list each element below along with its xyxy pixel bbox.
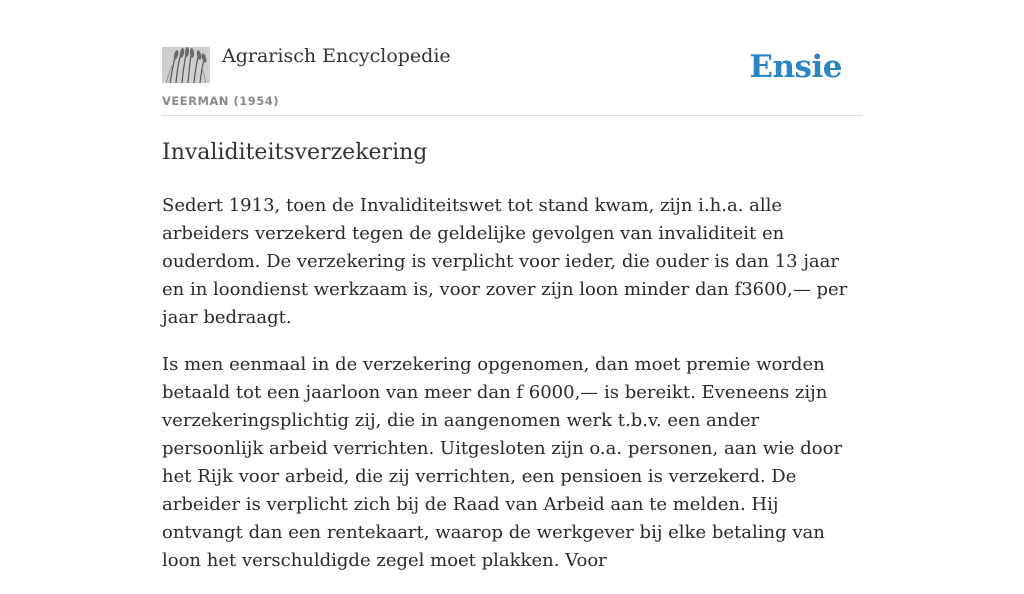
article-body	[162, 192, 862, 594]
wheat-icon[interactable]	[162, 47, 210, 83]
article-title: Invaliditeitsverzekering	[162, 140, 428, 165]
page-container	[162, 0, 862, 571]
article-paragraph: Sedert 1913, toen de Invaliditeitswet tot stand kwam, zijn i.h.a. alle arbeiders verzekerd tegen de geldelijke gevolgen van invaliditeit en ouderdom. De verzekering is verplicht voor ieder, die ouder is dan 13 jaar en in loondienst werkzaam is, voor zover zijn loon minder dan f3600,— per jaar bedraagt.	[162, 195, 848, 328]
source-subtitle: VEERMAN (1954)	[162, 94, 279, 108]
page-header	[162, 0, 862, 116]
source-title[interactable]: Agrarisch Encyclopedie	[222, 45, 451, 67]
brand-logo[interactable]: Ensie	[749, 49, 842, 85]
article-paragraph: Is men eenmaal in de verzekering opgenomen, dan moet premie worden betaald tot een jaarloon van meer dan f 6000,— is bereikt. Eveneens zijn verzekeringsplichtig zij, die in aangenomen werk t.b.v. een ander persoonlijk arbeid verrichten. Uitgesloten zijn o.a. personen, aan wie door het Rijk voor arbeid, die zij verrichten, een pensioen is verzekerd. De arbeider is verplicht zich bij de Raad van Arbeid aan te melden. Hij ontvangt dan een rentekaart, waarop de werkgever bij elke betaling van loon het verschuldigde zegel moet plakken. Voor	[162, 354, 843, 571]
